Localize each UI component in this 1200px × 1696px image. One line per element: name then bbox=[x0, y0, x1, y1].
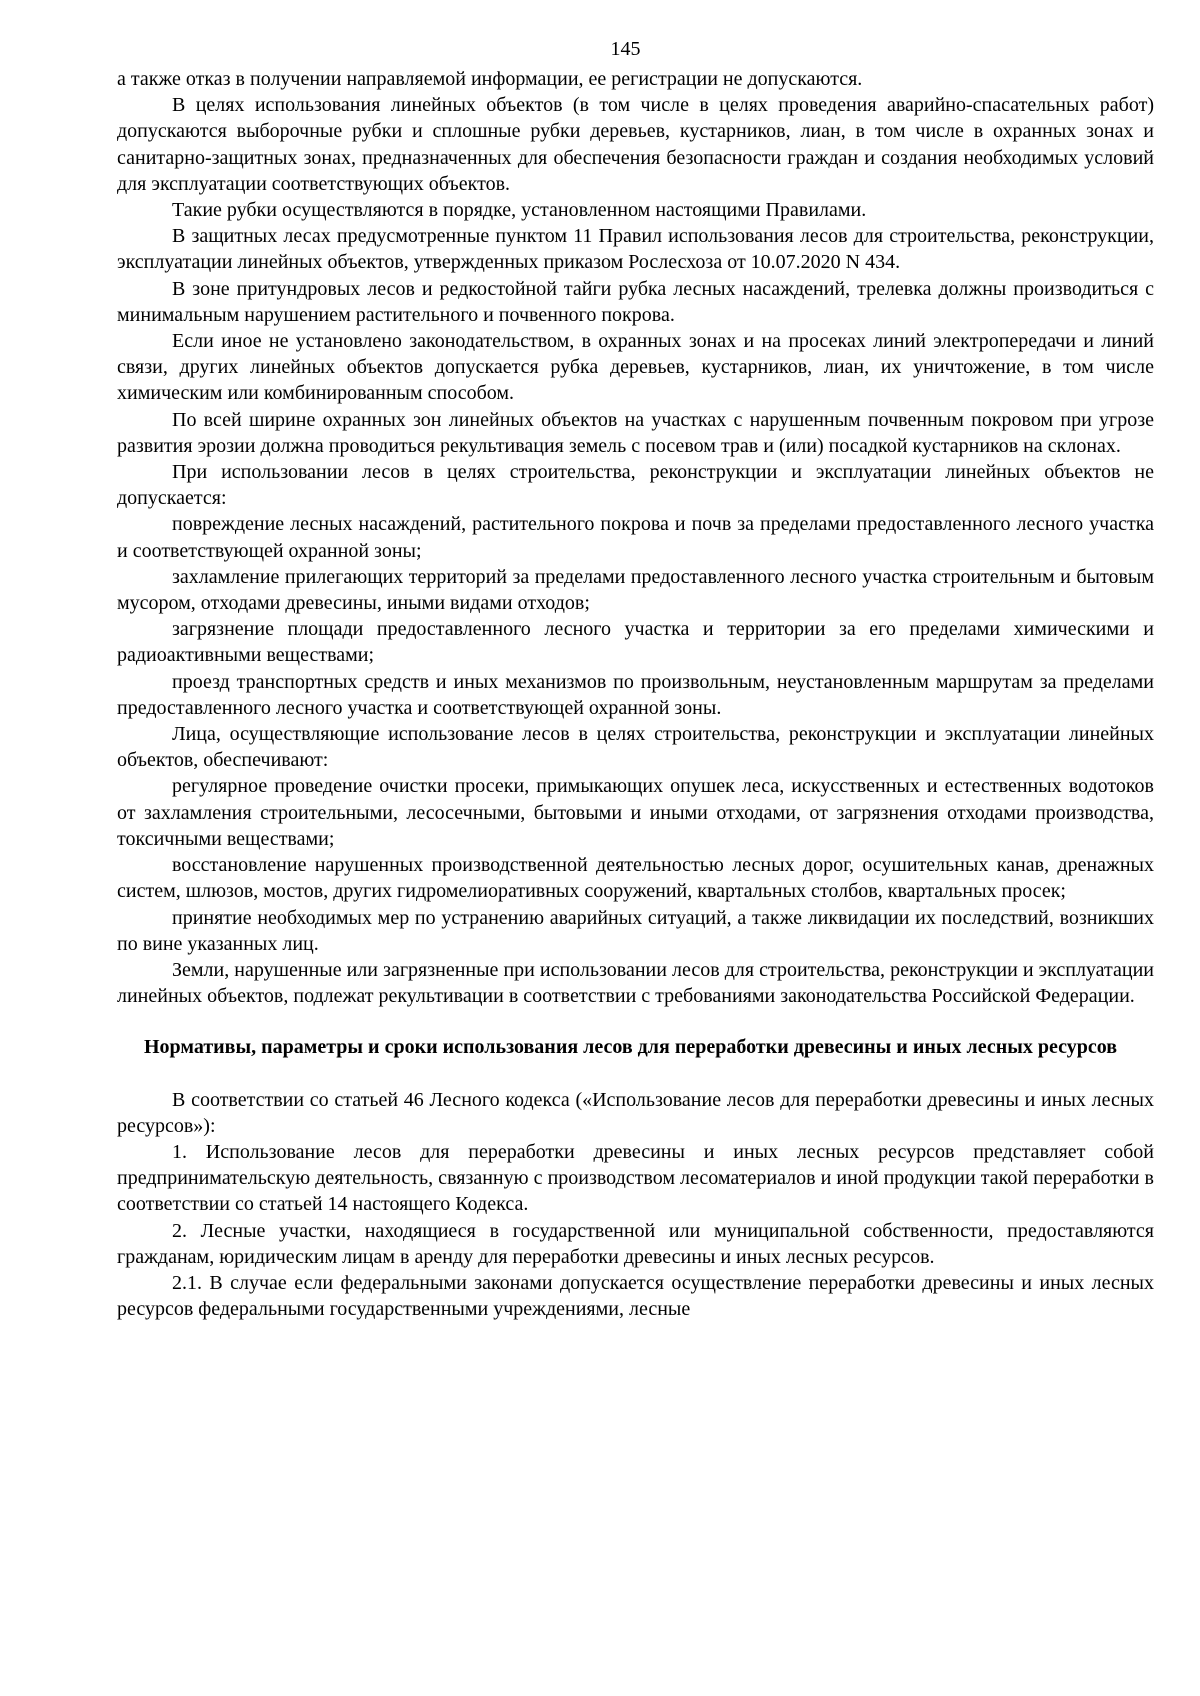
list-item: восстановление нарушенных производственной деятельностью лесных дорог, осушительных канав, дренажных систем, шлюзов, мостов, других гидромелиоративных сооружений, квартальных столбов, квартальных просек; bbox=[117, 854, 1154, 903]
paragraph: а также отказ в получении направляемой информации, ее регистрации не допускаются. bbox=[117, 68, 863, 90]
list-item: загрязнение площади предоставленного лесного участка и территории за его пределами химическими и радиоактивными веществами; bbox=[117, 618, 1154, 667]
paragraph: При использовании лесов в целях строительства, реконструкции и эксплуатации линейных объектов не допускается: bbox=[117, 461, 1154, 510]
paragraph: Лица, осуществляющие использование лесов в целях строительства, реконструкции и эксплуатации линейных объектов, обеспечивают: bbox=[117, 723, 1154, 772]
paragraph: В целях использования линейных объектов (в том числе в целях проведения аварийно-спасательных работ) допускаются выборочные рубки и сплошные рубки деревьев, кустарников, лиан, в том числе в охранных зонах и санитарно-защитных зонах, предназначенных для обеспечения безопасности граждан и создания необходимых условий для эксплуатации соответствующих объектов. bbox=[117, 94, 1154, 195]
list-item: повреждение лесных насаждений, растительного покрова и почв за пределами предоставленного лесного участка и соответствующей охранной зоны; bbox=[117, 513, 1154, 562]
paragraph: В защитных лесах предусмотренные пунктом 11 Правил использования лесов для строительства, реконструкции, эксплуатации линейных объектов, утвержденных приказом Рослесхоза от 10.07.2020 N 434. bbox=[117, 225, 1154, 274]
paragraph: Если иное не установлено законодательством, в охранных зонах и на просеках линий электропередачи и линий связи, других линейных объектов допускается рубка деревьев, кустарников, лиан, их уничтожение, в том числе химическим или комбинированным способом. bbox=[117, 330, 1154, 405]
list-item: регулярное проведение очистки просеки, примыкающих опушек леса, искусственных и естественных водотоков от захламления строительными, лесосечными, бытовыми и иными отходами, от загрязнения отходами производства, токсичными веществами; bbox=[117, 775, 1154, 850]
paragraph: 2.1. В случае если федеральными законами допускается осуществление переработки древесины и иных лесных ресурсов федеральными государственными учреждениями, лесные bbox=[117, 1271, 1154, 1321]
paragraph: 1. Использование лесов для переработки древесины и иных лесных ресурсов представляет собой предпринимательскую деятельность, связанную с производством лесоматериалов и иной продукции такой переработки в соответствии со статьей 14 настоящего Кодекса. bbox=[117, 1140, 1154, 1216]
paragraph: Земли, нарушенные или загрязненные при использовании лесов для строительства, реконструкции и эксплуатации линейных объектов, подлежат рекультивации в соответствии с требованиями законодательства Российской Федерации. bbox=[117, 958, 1154, 1008]
page-number: 145 bbox=[610, 38, 641, 60]
paragraph: Такие рубки осуществляются в порядке, установленном настоящими Правилами. bbox=[172, 199, 867, 222]
paragraph: В зоне притундровых лесов и редкостойной тайги рубка лесных насаждений, трелевка должны производиться с минимальным нарушением растительного и почвенного покрова. bbox=[117, 277, 1154, 326]
list-item: захламление прилегающих территорий за пределами предоставленного лесного участка строительным и бытовым мусором, отходами древесины, иными видами отходов; bbox=[117, 565, 1154, 615]
section-heading: Нормативы, параметры и сроки использования лесов для переработки древесины и иных лесных ресурсов bbox=[143, 1036, 1117, 1059]
list-item: проезд транспортных средств и иных механизмов по произвольным, неустановленным маршрутам за пределами предоставленного лесного участка и соответствующей охранной зоны. bbox=[117, 670, 1154, 719]
list-item: принятие необходимых мер по устранению аварийных ситуаций, а также ликвидации их последствий, возникших по вине указанных лиц. bbox=[117, 906, 1154, 955]
body-text-before-heading bbox=[117, 66, 1154, 1009]
paragraph: По всей ширине охранных зон линейных объектов на участках с нарушенным почвенным покровом при угрозе развития эрозии должна проводиться рекультивация земель с посевом трав и (или) посадкой кустарников на склонах. bbox=[117, 408, 1154, 457]
body-text-after-heading bbox=[117, 1087, 1154, 1323]
paragraph: 2. Лесные участки, находящиеся в государственной или муниципальной собственности, предоставляются гражданам, юридическим лицам в аренду для переработки древесины и иных лесных ресурсов. bbox=[117, 1219, 1154, 1268]
paragraph: В соответствии со статьей 46 Лесного кодекса («Использование лесов для переработки древесины и иных лесных ресурсов»): bbox=[117, 1088, 1154, 1137]
